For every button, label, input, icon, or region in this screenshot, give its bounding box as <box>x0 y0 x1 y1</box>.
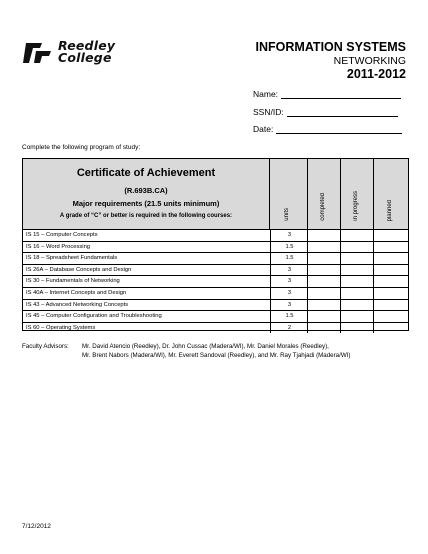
program-code: (R.693B.CA) <box>124 186 168 195</box>
course-name: IS 43 – Advanced Networking Concepts <box>26 301 129 308</box>
planned-checkbox[interactable] <box>373 253 408 264</box>
completed-checkbox[interactable] <box>307 323 340 334</box>
program-table <box>22 158 409 331</box>
course-units: 1.5 <box>270 311 308 322</box>
in-progress-checkbox[interactable] <box>340 288 373 299</box>
ssn-label: SSN/ID: <box>253 107 284 117</box>
date-label: Date: <box>253 124 274 134</box>
table-row <box>23 288 408 300</box>
in-progress-header <box>340 159 374 229</box>
planned-checkbox[interactable] <box>373 230 408 241</box>
date-line <box>276 124 402 134</box>
course-units: 2 <box>270 323 308 334</box>
logo-rc-mark-icon <box>22 41 52 65</box>
faculty-names <box>82 342 402 360</box>
grade-note: A grade of “C” or better is required in the following courses: <box>59 213 233 219</box>
units-header-label: units <box>284 208 290 221</box>
completed-header-label: completed <box>319 193 326 221</box>
course-units: 3 <box>270 288 308 299</box>
certificate-title: Certificate of Achievement <box>76 167 216 179</box>
course-units: 3 <box>270 300 308 311</box>
faculty-names-line1: Mr. David Atencio (Reedley), Dr. John Cussac (Madera/WI), Mr. Daniel Morales (Reedley), <box>82 343 329 350</box>
planned-checkbox[interactable] <box>373 311 408 322</box>
in-progress-checkbox[interactable] <box>340 311 373 322</box>
in-progress-checkbox[interactable] <box>340 323 373 334</box>
table-row <box>23 242 408 254</box>
course-name: IS 30 – Fundamentals of Networking <box>26 278 120 285</box>
table-row <box>23 276 408 288</box>
course-name: IS 40A – Internet Concepts and Design <box>26 289 127 296</box>
course-name: IS 16 – Word Processing <box>26 243 91 250</box>
course-units: 1.5 <box>270 253 308 264</box>
faculty-label: Faculty Advisors: <box>22 343 69 350</box>
planned-header <box>373 159 409 229</box>
planned-checkbox[interactable] <box>373 300 408 311</box>
completed-checkbox[interactable] <box>307 230 340 241</box>
in-progress-checkbox[interactable] <box>340 230 373 241</box>
footer-date: 7/12/2012 <box>22 523 51 530</box>
completed-checkbox[interactable] <box>307 265 340 276</box>
page-subtitle: NETWORKING <box>333 55 406 67</box>
completed-checkbox[interactable] <box>307 311 340 322</box>
table-row <box>23 265 408 277</box>
course-units: 1.5 <box>270 242 308 253</box>
planned-header-label: planned <box>386 199 393 221</box>
table-row <box>23 253 408 265</box>
planned-checkbox[interactable] <box>373 323 408 334</box>
planned-checkbox[interactable] <box>373 288 408 299</box>
logo-word-college: College <box>58 50 112 65</box>
planned-checkbox[interactable] <box>373 276 408 287</box>
in-progress-checkbox[interactable] <box>340 242 373 253</box>
name-field[interactable] <box>253 89 401 99</box>
course-name: IS 26A – Database Concepts and Design <box>26 266 132 273</box>
course-units: 3 <box>270 276 308 287</box>
in-progress-checkbox[interactable] <box>340 300 373 311</box>
page-title: INFORMATION SYSTEMS <box>255 40 406 54</box>
logo-word-reedley: Reedley <box>58 38 116 53</box>
planned-checkbox[interactable] <box>373 265 408 276</box>
ssn-line <box>287 107 398 117</box>
completed-checkbox[interactable] <box>307 253 340 264</box>
planned-checkbox[interactable] <box>373 242 408 253</box>
in-progress-checkbox[interactable] <box>340 253 373 264</box>
course-name: IS 45 – Computer Configuration and Troubleshooting <box>26 313 162 320</box>
course-rows <box>23 230 408 333</box>
course-units: 3 <box>270 230 308 241</box>
in-progress-checkbox[interactable] <box>340 265 373 276</box>
units-header <box>269 159 308 229</box>
faculty-names-line2: Mr. Brent Nabors (Madera/WI), Mr. Everett Sandoval (Reedley), and Mr. Ray Tjahjadi (Madera/WI) <box>82 352 351 359</box>
completed-checkbox[interactable] <box>307 300 340 311</box>
in-progress-checkbox[interactable] <box>340 276 373 287</box>
ssn-field[interactable] <box>253 107 398 117</box>
course-name: IS 15 – Computer Concepts <box>26 232 98 238</box>
table-header <box>23 159 408 230</box>
course-name: IS 18 – Spreadsheet Fundamentals <box>26 255 118 262</box>
date-field[interactable] <box>253 124 402 134</box>
completed-checkbox[interactable] <box>307 242 340 253</box>
faculty-advisors <box>22 342 402 360</box>
table-row <box>23 323 408 334</box>
course-units: 3 <box>270 265 308 276</box>
catalog-year: 2011-2012 <box>346 67 406 81</box>
intro-text: Complete the following program of study: <box>22 144 141 151</box>
name-label: Name: <box>253 89 279 99</box>
completed-checkbox[interactable] <box>307 276 340 287</box>
table-row <box>23 311 408 323</box>
completed-header <box>307 159 341 229</box>
in-progress-header-label: in progress <box>352 191 359 221</box>
major-requirements: Major requirements (21.5 units minimum) <box>72 199 220 208</box>
table-row <box>23 300 408 312</box>
completed-checkbox[interactable] <box>307 288 340 299</box>
college-logo <box>22 40 138 68</box>
course-name: IS 60 – Operating Systems <box>26 324 96 331</box>
table-row <box>23 230 408 242</box>
name-line <box>281 89 401 99</box>
